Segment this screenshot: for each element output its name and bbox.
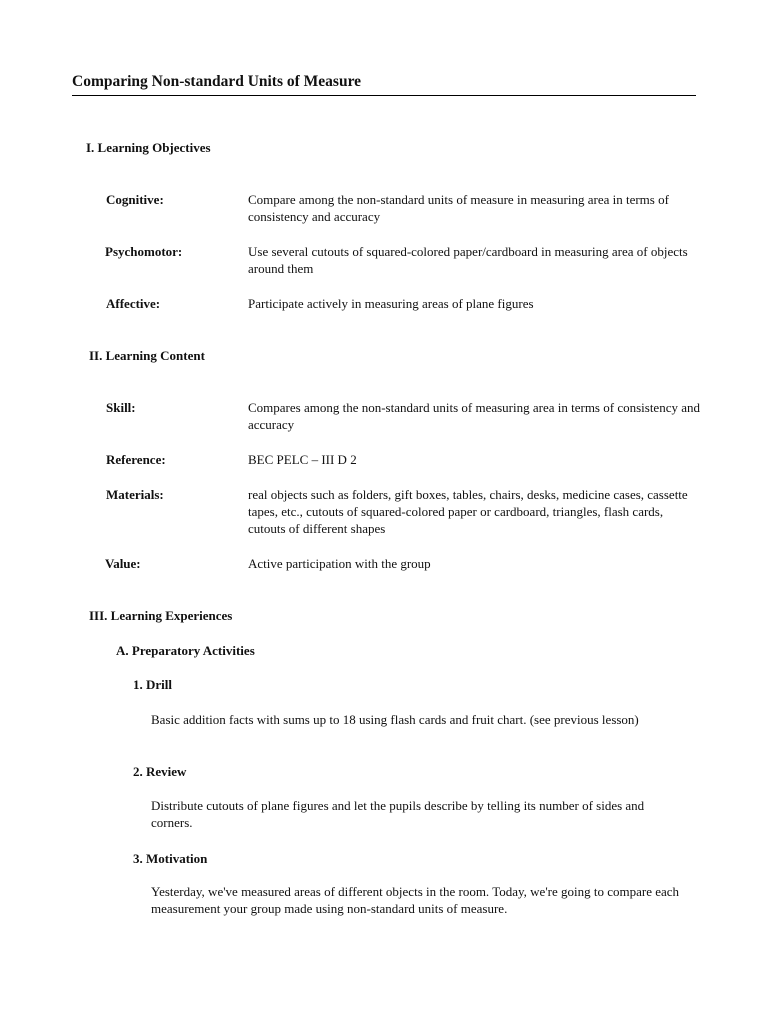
item-text-motivation: Yesterday, we've measured areas of different objects in the room. Today, we're going to compare each measurement your group made using non-standard units of measure. xyxy=(151,884,680,916)
subheading-preparatory-activities: A. Preparatory Activities xyxy=(116,643,255,658)
item-text-drill: Basic addition facts with sums up to 18 using flash cards and fruit chart. (see previous lesson) xyxy=(151,712,639,727)
item-heading-motivation: 3. Motivation xyxy=(133,851,208,866)
section-heading-objectives: I. Learning Objectives xyxy=(86,140,211,155)
value-affective: Participate actively in measuring areas of plane figures xyxy=(248,296,534,311)
label-value: Value: xyxy=(105,556,141,571)
section-heading-content: II. Learning Content xyxy=(89,348,205,363)
label-cognitive: Cognitive: xyxy=(106,192,164,207)
value-materials: real objects such as folders, gift boxes, tables, chairs, desks, medicine cases, cassette tapes, etc., cutouts of squared-colored paper or cardboard, triangles, flash cards, cutouts of different shapes xyxy=(248,487,688,536)
value-reference: BEC PELC – III D 2 xyxy=(248,452,357,467)
value-cognitive: Compare among the non-standard units of measure in measuring area in terms of consistency and accuracy xyxy=(248,192,669,224)
section-heading-experiences: III. Learning Experiences xyxy=(89,608,233,623)
item-heading-review: 2. Review xyxy=(133,764,187,779)
value-value: Active participation with the group xyxy=(248,556,431,571)
label-affective: Affective: xyxy=(106,296,161,311)
label-psychomotor: Psychomotor: xyxy=(105,244,183,259)
value-psychomotor: Use several cutouts of squared-colored paper/cardboard in measuring area of objects around them xyxy=(248,244,688,276)
label-materials: Materials: xyxy=(106,487,164,502)
label-reference: Reference: xyxy=(106,452,166,467)
item-text-review: Distribute cutouts of plane figures and let the pupils describe by telling its number of sides and corners. xyxy=(151,798,645,830)
value-skill: Compares among the non-standard units of measuring area in terms of consistency and accuracy xyxy=(248,400,700,432)
label-skill: Skill: xyxy=(106,400,136,415)
document-title: Comparing Non-standard Units of Measure xyxy=(72,73,696,96)
item-heading-drill: 1. Drill xyxy=(133,677,172,692)
